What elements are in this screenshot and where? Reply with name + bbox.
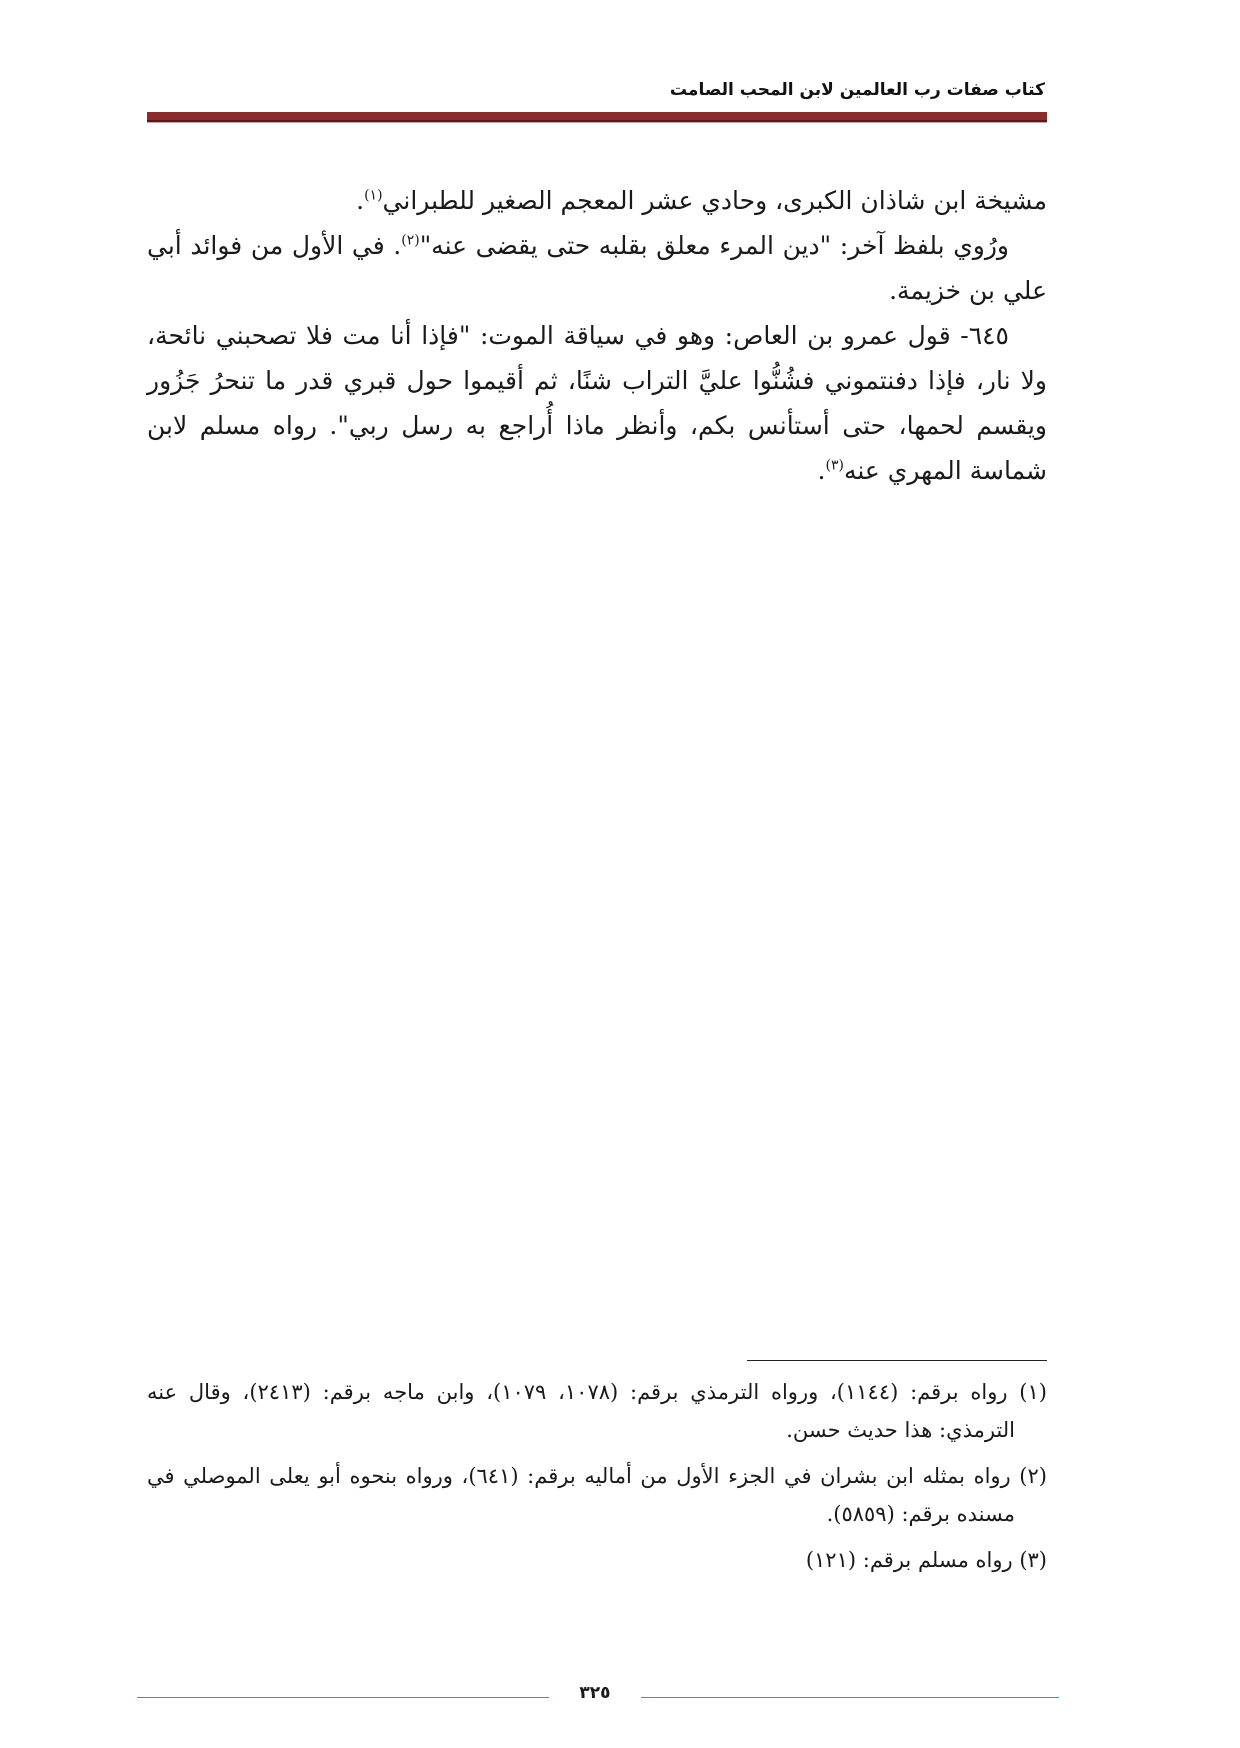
main-text	[147, 178, 1047, 493]
footer-line-right	[641, 1697, 1059, 1698]
footnote-ref-3[interactable]: (٣)	[825, 457, 844, 474]
paragraph-1-end: .	[356, 186, 365, 215]
paragraph-2	[147, 223, 1047, 313]
paragraph-3	[147, 313, 1047, 493]
running-header-title: كتاب صفات رب العالمين لابن المحب الصامت	[669, 80, 1045, 100]
paragraph-1-text: مشيخة ابن شاذان الكبرى، وحادي عشر المعجم الصغير للطبراني	[382, 186, 1047, 215]
footnote-ref-1[interactable]: (١)	[364, 187, 383, 204]
paragraph-1	[147, 178, 1047, 223]
footnote-ref-2[interactable]: (٢)	[401, 232, 420, 249]
paragraph-3-end: .	[817, 456, 826, 485]
footnote-divider	[747, 1360, 1047, 1361]
footnote-2: (٢) رواه بمثله ابن بشران في الجزء الأول من أماليه برقم: (٦٤١)، ورواه بنحوه أبو يعلى الموصلي في مسنده برقم: (٥٨٥٩).	[147, 1464, 1047, 1526]
footer-line-left	[137, 1697, 549, 1698]
footnote-1: (١) رواه برقم: (١١٤٤)، ورواه الترمذي برقم: (١٠٧٨، ١٠٧٩)، وابن ماجه برقم: (٢٤١٣)، وقال عنه الترمذي: هذا حديث حسن.	[147, 1380, 1047, 1442]
footnote-3: (٣) رواه مسلم برقم: (١٢١)	[805, 1548, 1047, 1572]
paragraph-2-text: ورُوي بلفظ آخر: "دين المرء معلق بقلبه حتى يقضى عنه"	[419, 231, 1009, 260]
header-divider	[147, 112, 1047, 122]
page-number: ٣٢٥	[579, 1683, 611, 1703]
footnotes	[147, 1373, 1047, 1587]
paragraph-2-end: . في الأول من فوائد أبي علي بن خزيمة.	[147, 231, 1047, 305]
paragraph-3-text: ٦٤٥- قول عمرو بن العاص: وهو في سياقة الموت: "فإذا أنا مت فلا تصحبني نائحة، ولا نار، فإذا دفنتموني فشُنُّوا عليَّ التراب شنًا، ثم أقيموا حول قبري قدر ما تنحرُ جَزُور ويقسم لحمها، حتى أستأنس بكم، وأنظر ماذا أُراجع به رسل ربي". رواه مسلم لابن شماسة المهري عنه	[147, 321, 1047, 485]
